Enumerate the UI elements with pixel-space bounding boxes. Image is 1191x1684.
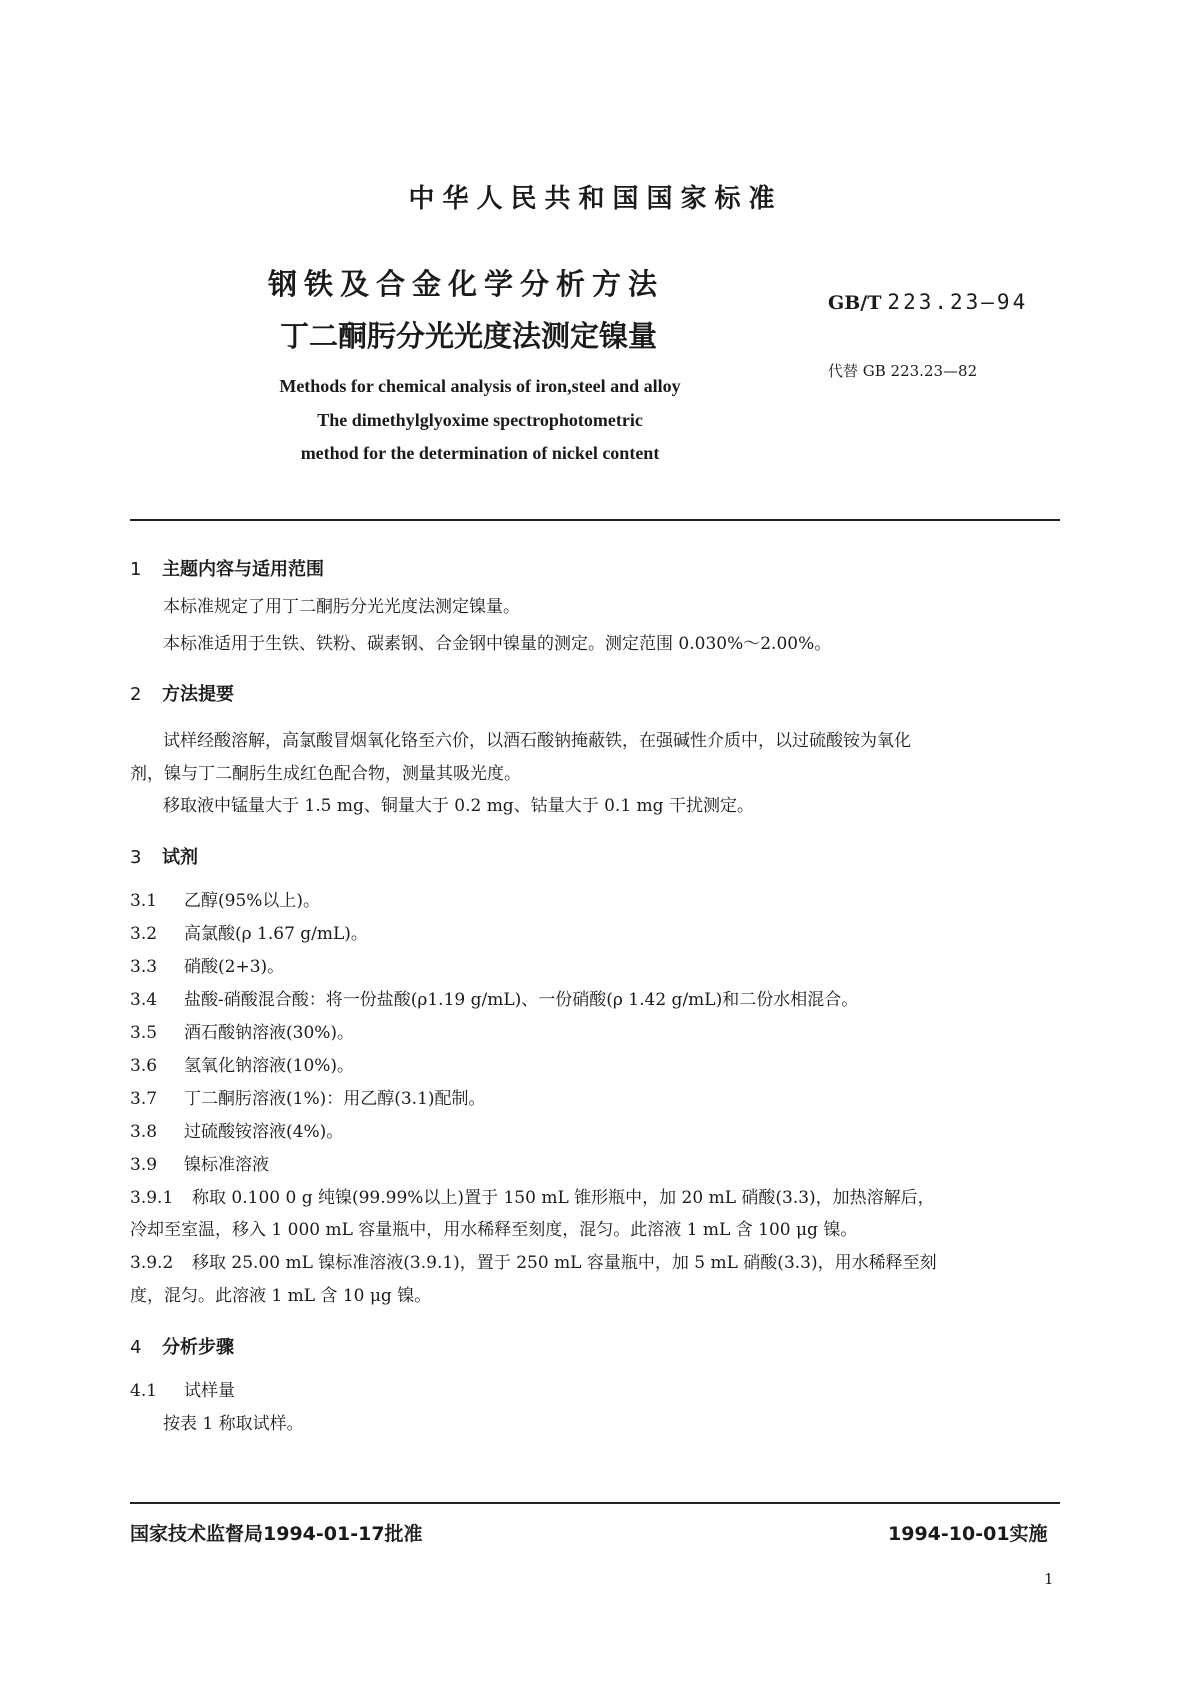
english-title-line2: The dimethylglyoxime spectrophotometric	[317, 410, 643, 430]
replaces-note: 代替 GB 223.23—82	[828, 362, 978, 380]
national-standard-heading: 中华人民共和国国家标准	[408, 184, 783, 214]
standard-code: 223.23—94	[887, 290, 1029, 314]
reagent-item: 3.6 氢氧化钠溶液(10%)。	[130, 1056, 355, 1076]
section-4-heading: 4 分析步骤	[130, 1337, 234, 1358]
reagent-item: 3.1 乙醇(95%以上)。	[130, 891, 321, 911]
section-1-heading: 1 主题内容与适用范围	[130, 559, 324, 580]
reagent-item: 3.5 酒石酸钠溶液(30%)。	[130, 1023, 355, 1043]
document-title-line1: 钢铁及合金化学分析方法	[268, 267, 665, 301]
standard-prefix: GB/T	[828, 292, 882, 314]
english-title-line1: Methods for chemical analysis of iron,steel and alloy	[279, 376, 681, 396]
section-2-paragraph-1-line2: 剂，镍与丁二酮肟生成红色配合物，测量其吸光度。	[130, 764, 521, 784]
header-divider	[130, 519, 1060, 521]
section-4-paragraph-1: 按表 1 称取试样。	[163, 1414, 304, 1434]
reagent-item: 3.8 过硫酸铵溶液(4%)。	[130, 1122, 344, 1142]
section-3-heading: 3 试剂	[130, 847, 198, 868]
page-number: 1	[1044, 1570, 1054, 1588]
reagent-subitem-3-9-1-line2: 冷却至室温，移入 1 000 mL 容量瓶中，用水稀释至刻度，混匀。此溶液 1 mL 含 100 μg 镍。	[130, 1220, 858, 1240]
reagent-subitem-3-9-1: 3.9.1 称取 0.100 0 g 纯镍(99.99%以上)置于 150 mL 锥形瓶中，加 20 mL 硝酸(3.3)，加热溶解后，	[130, 1188, 935, 1208]
section-1-paragraph-1: 本标准规定了用丁二酮肟分光光度法测定镍量。	[163, 597, 520, 617]
standard-number	[828, 290, 1028, 314]
footer-divider	[130, 1502, 1060, 1504]
section-2-paragraph-2: 移取液中锰量大于 1.5 mg、铜量大于 0.2 mg、钴量大于 0.1 mg 干扰测定。	[163, 796, 754, 816]
english-title-line3: method for the determination of nickel content	[300, 443, 660, 463]
reagent-subitem-3-9-2: 3.9.2 移取 25.00 mL 镍标准溶液(3.9.1)，置于 250 mL 容量瓶中，加 5 mL 硝酸(3.3)，用水稀释至刻	[130, 1253, 937, 1273]
reagent-subitem-3-9-2-line2: 度，混匀。此溶液 1 mL 含 10 μg 镍。	[130, 1286, 432, 1306]
analysis-step-4-1: 4.1 试样量	[130, 1381, 235, 1401]
reagent-item: 3.7 丁二酮肟溶液(1%)：用乙醇(3.1)配制。	[130, 1089, 486, 1109]
approval-date: 国家技术监督局1994-01-17批准	[130, 1523, 423, 1545]
section-2-paragraph-1-line1: 试样经酸溶解，高氯酸冒烟氧化铬至六价，以酒石酸钠掩蔽铁，在强碱性介质中，以过硫酸铵为氧化	[163, 731, 911, 751]
section-1-paragraph-2: 本标准适用于生铁、铁粉、碳素钢、合金钢中镍量的测定。测定范围 0.030%～2.00%。	[163, 634, 832, 654]
document-title-line2: 丁二酮肟分光光度法测定镍量	[280, 319, 658, 353]
reagent-item: 3.9 镍标准溶液	[130, 1155, 269, 1175]
reagent-item: 3.3 硝酸(2+3)。	[130, 957, 285, 977]
effective-date: 1994-10-01实施	[888, 1523, 1048, 1545]
section-2-heading: 2 方法提要	[130, 684, 234, 705]
reagent-item: 3.4 盐酸-硝酸混合酸：将一份盐酸(ρ1.19 g/mL)、一份硝酸(ρ 1.42 g/mL)和二份水相混合。	[130, 990, 859, 1010]
reagent-item: 3.2 高氯酸(ρ 1.67 g/mL)。	[130, 924, 368, 944]
